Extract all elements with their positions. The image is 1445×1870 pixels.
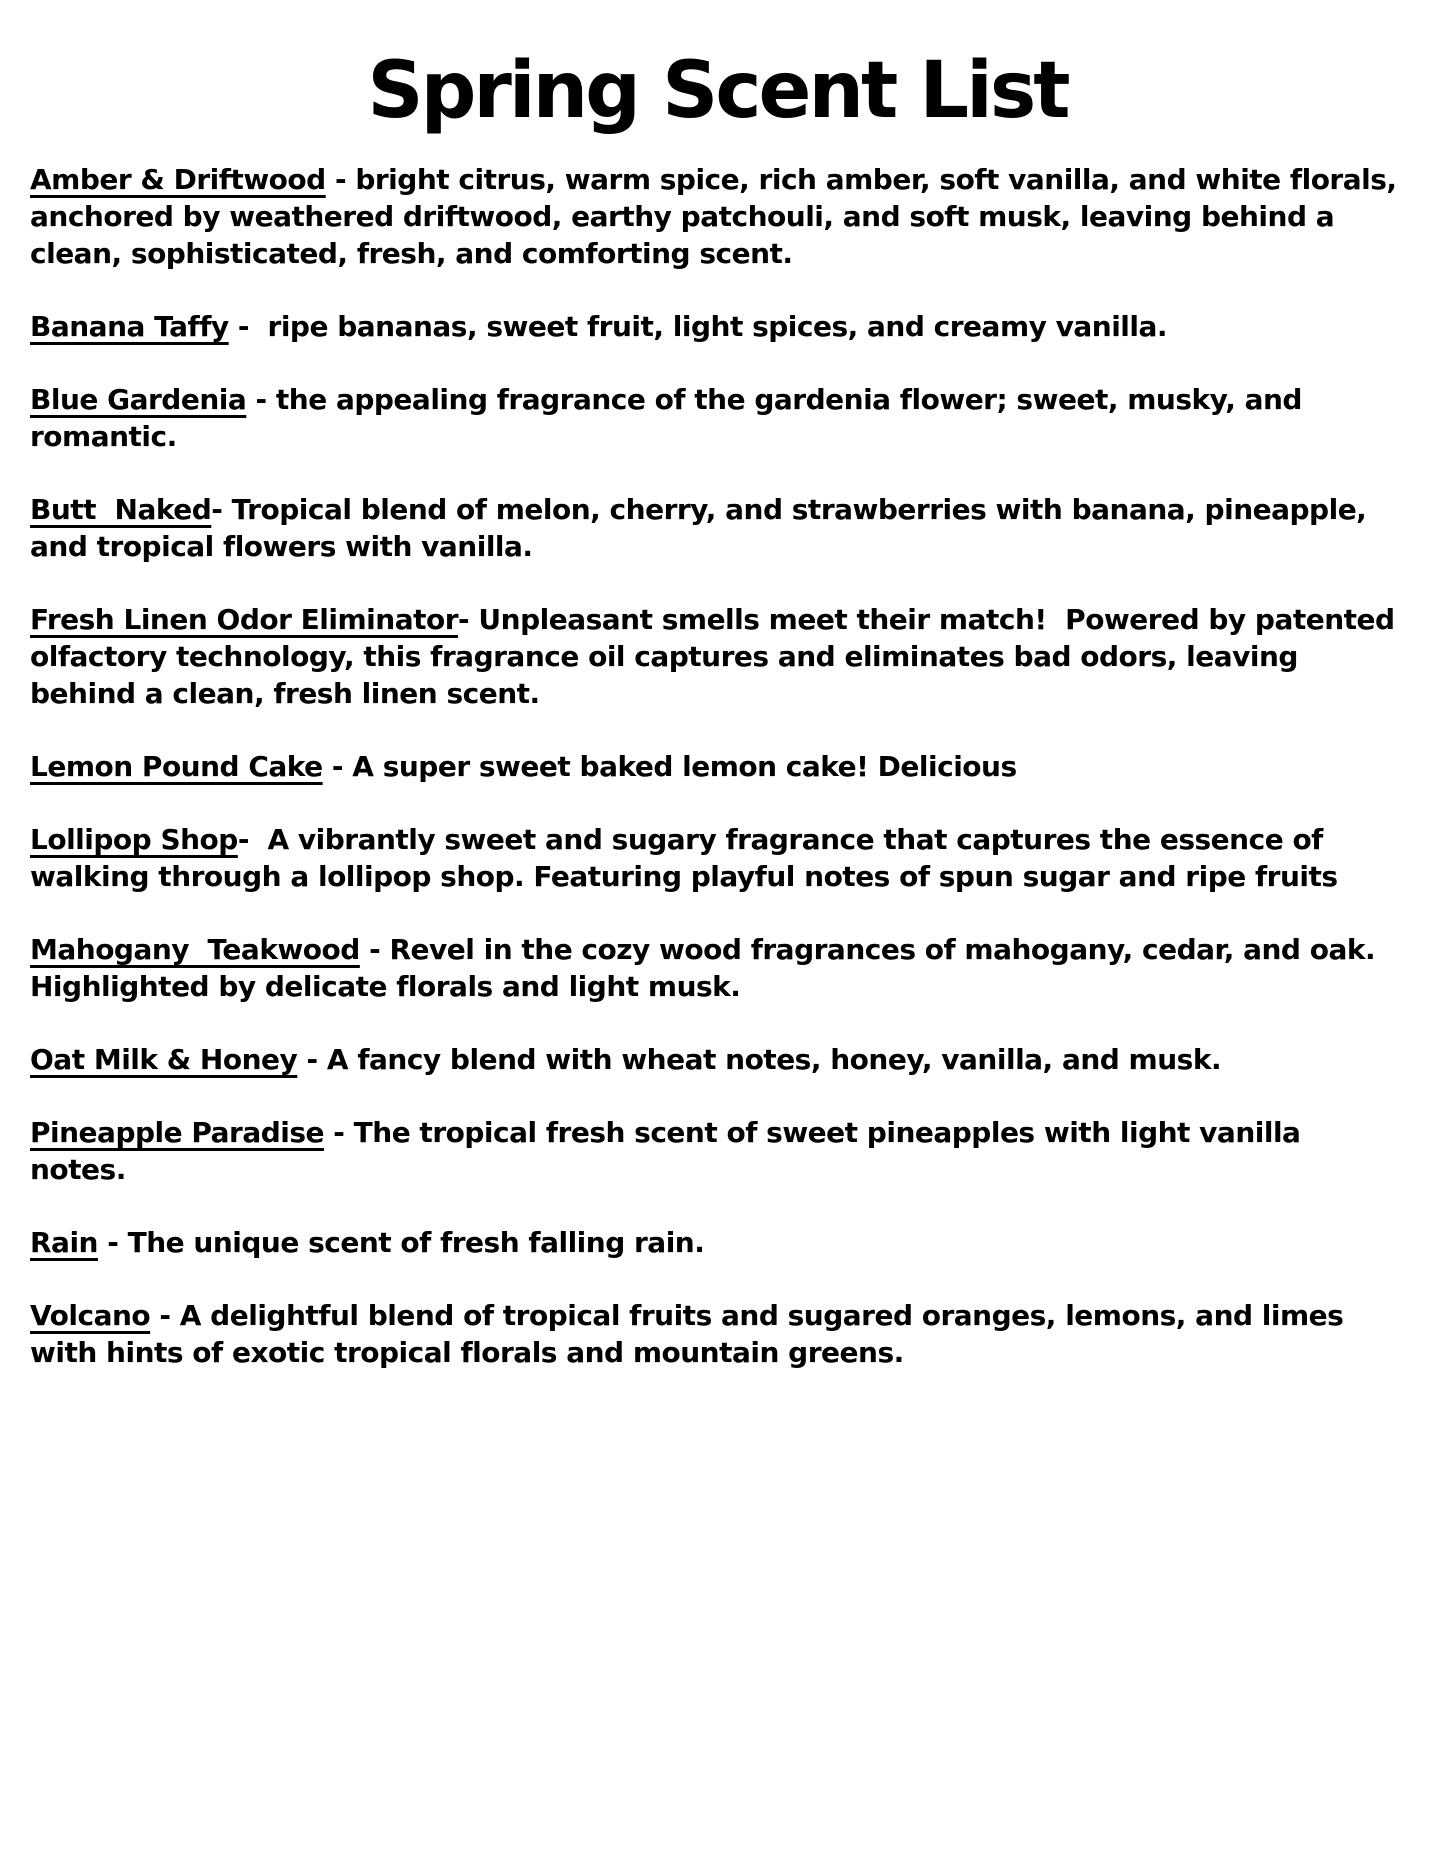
- scent-separator: -: [324, 1116, 354, 1150]
- scent-description: Tropical blend of melon, cherry, and strawberries with banana, pineapple, and tropical flowers with vanilla.: [30, 493, 1376, 564]
- scent-description: A delightful blend of tropical fruits and sugared oranges, lemons, and limes with hints of exotic tropical florals and mountain greens.: [30, 1299, 1353, 1370]
- scent-name: Mahogany Teakwood: [30, 933, 360, 967]
- scent-item-butt-naked: [30, 491, 1405, 565]
- scent-description: A fancy blend with wheat notes, honey, vanilla, and musk.: [326, 1043, 1222, 1077]
- scent-separator: -: [211, 493, 232, 527]
- page-title: Spring Scent List: [367, 46, 1068, 136]
- scent-separator: -: [98, 1226, 128, 1260]
- scent-item-amber-driftwood: [30, 161, 1405, 272]
- scent-name: Fresh Linen Odor Eliminator: [30, 603, 459, 637]
- scent-description: The unique scent of fresh falling rain.: [127, 1226, 705, 1260]
- scent-description: Unpleasant smells meet their match! Powered by patented olfactory technology, this fragrance oil captures and eliminates bad odors, leaving behind a clean, fresh linen scent.: [30, 603, 1404, 711]
- scent-name: Lollipop Shop: [30, 823, 238, 857]
- scent-item-mahogany-teakwood: [30, 931, 1405, 1005]
- scent-separator: -: [359, 933, 390, 967]
- scent-separator: -: [228, 310, 268, 344]
- scent-name: Volcano: [30, 1299, 151, 1333]
- scent-description: A vibrantly sweet and sugary fragrance that captures the essence of walking through a lollipop shop. Featuring playful notes of spun sugar and ripe fruits: [30, 823, 1338, 894]
- scent-item-lemon-pound-cake: [30, 748, 1405, 785]
- scent-description: the appealing fragrance of the gardenia flower; sweet, musky, and romantic.: [30, 383, 1312, 454]
- scent-name: Butt Naked: [30, 493, 212, 527]
- scent-name: Rain: [30, 1226, 98, 1260]
- scent-name: Amber & Driftwood: [30, 163, 326, 197]
- scent-name: Lemon Pound Cake: [30, 750, 323, 784]
- scent-name: Oat Milk & Honey: [30, 1043, 298, 1077]
- scent-separator: -: [246, 383, 276, 417]
- scent-item-blue-gardenia: [30, 381, 1405, 455]
- scent-list: [30, 161, 1405, 1371]
- scent-name: Banana Taffy: [30, 310, 229, 344]
- scent-description: bright citrus, warm spice, rich amber, soft vanilla, and white florals, anchored by weathered driftwood, earthy patchouli, and soft musk, leaving behind a clean, sophisticated, fresh, and comforting scent.: [30, 163, 1406, 271]
- scent-item-fresh-linen-odor-eliminator: [30, 601, 1405, 712]
- scent-description: The tropical fresh scent of sweet pineapples with light vanilla notes.: [30, 1116, 1310, 1187]
- scent-name: Pineapple Paradise: [30, 1116, 325, 1150]
- scent-separator: -: [325, 163, 356, 197]
- scent-item-volcano: [30, 1297, 1405, 1371]
- scent-separator: -: [237, 823, 268, 857]
- scent-separator: -: [458, 603, 479, 637]
- scent-item-lollipop-shop: [30, 821, 1405, 895]
- scent-separator: -: [150, 1299, 180, 1333]
- scent-separator: -: [322, 750, 353, 784]
- scent-description: A super sweet baked lemon cake! Delicious: [352, 750, 1017, 784]
- scent-item-oat-milk-honey: [30, 1041, 1405, 1078]
- scent-description: ripe bananas, sweet fruit, light spices, and creamy vanilla.: [267, 310, 1168, 344]
- scent-description: Revel in the cozy wood fragrances of mahogany, cedar, and oak. Highlighted by delicate florals and light musk.: [30, 933, 1385, 1004]
- scent-item-rain: [30, 1224, 1405, 1261]
- scent-name: Blue Gardenia: [30, 383, 247, 417]
- scent-separator: -: [297, 1043, 327, 1077]
- scent-item-pineapple-paradise: [30, 1114, 1405, 1188]
- scent-item-banana-taffy: [30, 308, 1405, 345]
